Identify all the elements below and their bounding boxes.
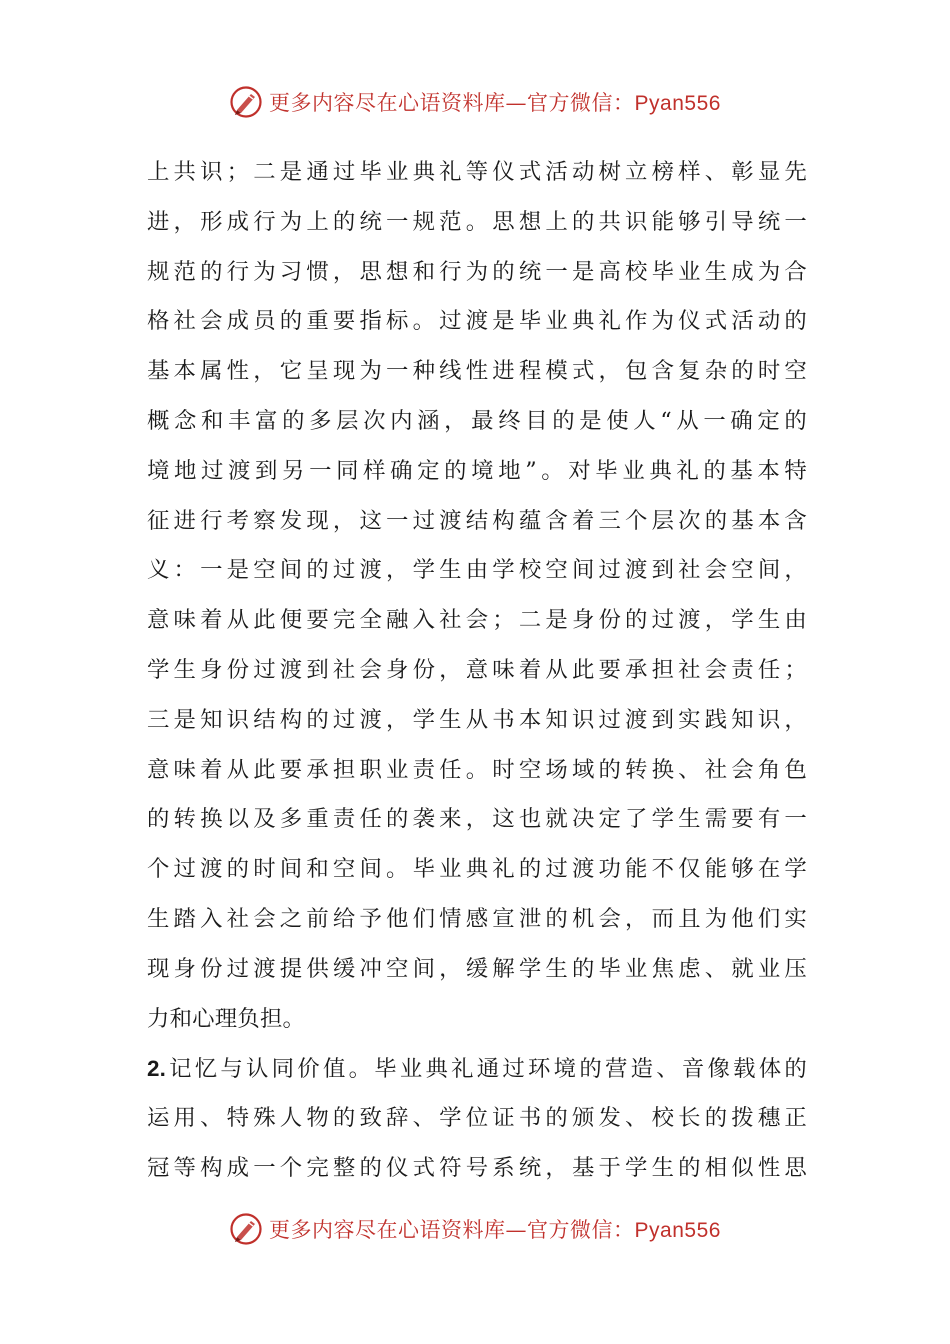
footer-banner-cn: 更多内容尽在心语资料库—官方微信： [269,1218,635,1242]
document-body [147,148,807,1194]
header-banner-cn: 更多内容尽在心语资料库—官方微信： [269,91,635,115]
text-line-9: 义：一是空间的过渡，学生由学校空间过渡到社会空间， [147,557,807,584]
text-line-1: 上共识；二是通过毕业典礼等仪式活动树立榜样、彰显先 [147,159,807,185]
pen-logo-icon [229,1212,263,1246]
header-banner [0,80,950,124]
text-line-17: 现身份过渡提供缓冲空间，缓解学生的毕业焦虑、就业压 [147,955,807,982]
section-heading-line [147,1044,807,1094]
header-wechat-id: Pyan556 [634,92,721,115]
footer-banner [0,1207,950,1251]
section-line-2: 运用、特殊人物的致辞、学位证书的颁发、校长的拨穗正 [147,1105,807,1132]
text-line-8: 征进行考察发现，这一过渡结构蕴含着三个层次的基本含 [147,507,807,534]
section-number: 2. [147,1056,167,1082]
text-line-6: 概念和丰富的多层次内涵，最终目的是使人“从一确定的 [147,407,807,434]
text-line-4: 格社会成员的重要指标。过渡是毕业典礼作为仪式活动的 [147,308,807,335]
text-line-14: 的转换以及多重责任的袭来，这也就决定了学生需要有一 [147,806,807,833]
header-banner-text [269,87,721,117]
section-line-1: 记忆与认同价值。毕业典礼通过环境的营造、音像载体的 [166,1056,807,1083]
footer-wechat-id: Pyan556 [634,1219,721,1242]
text-line-11: 学生身份过渡到社会身份，意味着从此要承担社会责任； [147,656,807,683]
text-line-2: 进，形成行为上的统一规范。思想上的共识能够引导统一 [147,208,807,235]
text-line-7: 境地过渡到另一同样确定的境地”。对毕业典礼的基本特 [147,457,807,484]
text-line-3: 规范的行为习惯，思想和行为的统一是高校毕业生成为合 [147,258,807,285]
text-line-15: 个过渡的时间和空间。毕业典礼的过渡功能不仅能够在学 [147,856,807,883]
pen-logo-icon [229,85,263,119]
text-line-5: 基本属性，它呈现为一种线性进程模式，包含复杂的时空 [147,358,807,385]
footer-banner-text [269,1214,721,1244]
text-line-18: 力和心理负担。 [147,1005,306,1032]
text-line-16: 生踏入社会之前给予他们情感宣泄的机会，而且为他们实 [147,905,807,932]
text-line-10: 意味着从此便要完全融入社会；二是身份的过渡，学生由 [147,607,807,634]
section-line-3: 冠等构成一个完整的仪式符号系统，基于学生的相似性思 [147,1154,807,1181]
text-line-12: 三是知识结构的过渡，学生从书本知识过渡到实践知识， [147,706,807,733]
text-line-13: 意味着从此要承担职业责任。时空场域的转换、社会角色 [147,756,807,783]
